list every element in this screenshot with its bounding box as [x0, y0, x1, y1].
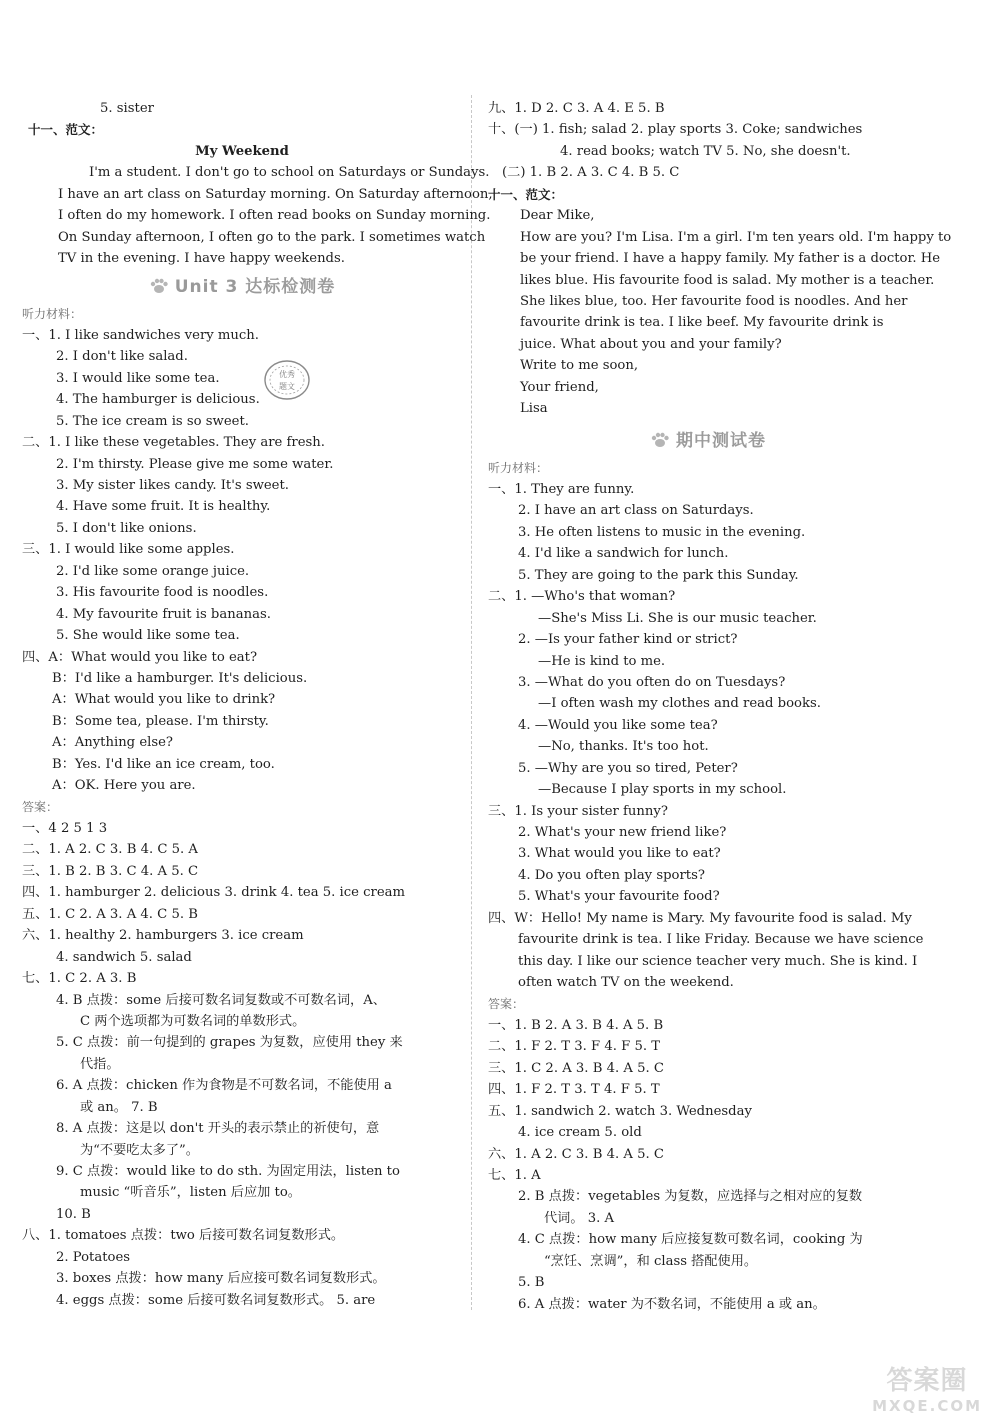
text-line: 5. She would like some tea. — [56, 628, 240, 644]
letter-line: Lisa — [520, 401, 548, 417]
right-listening-and-answers — [488, 458, 928, 1316]
answer-line: 二、1. —Who's that woman? — [488, 589, 676, 605]
paw-icon — [650, 432, 670, 448]
essay-line: I have an art class on Saturday morning. On Saturday afternoon, — [58, 186, 493, 202]
dialogue-line: B：Some tea, please. I'm thirsty. — [52, 713, 269, 729]
explanation-line: music “听音乐”，listen 后应加 to。 — [80, 1185, 301, 1201]
right-answers-and-letter — [488, 98, 952, 420]
text-line: 3. What would you like to eat? — [518, 846, 721, 862]
explanation-line: 代词。 3. A — [544, 1210, 615, 1226]
text-line: 5. B — [518, 1275, 545, 1291]
section-heading: 十一、范文： — [488, 186, 564, 202]
text-line: 4. C 点拨：how many 后应接复数可数名词，cooking 为 — [518, 1232, 863, 1248]
right-column — [488, 98, 952, 1315]
answer-line: 七、1. C 2. A 3. B — [22, 971, 137, 987]
text-line: 2. I have an art class on Saturdays. — [518, 503, 754, 519]
text-line: 3. boxes 点拨：how many 后应接可数名词复数形式。 — [56, 1271, 386, 1287]
dialogue-line: A：What would you like to drink? — [52, 692, 276, 708]
text-line: 3. His favourite food is noodles. — [56, 585, 269, 601]
section-label: 听力材料： — [22, 306, 83, 321]
watermark-main: 答案圈 — [886, 1366, 968, 1396]
explanation-line: “烹饪、烹调”，和 class 搭配使用。 — [544, 1253, 758, 1269]
letter-line: How are you? I'm Lisa. I'm a girl. I'm ten years old. I'm happy to — [520, 229, 952, 245]
dialogue-line: —She's Miss Li. She is our music teacher. — [538, 610, 817, 626]
answer-line: 二、1. F 2. T 3. F 4. F 5. T — [488, 1039, 661, 1055]
left-listening-and-answers — [22, 304, 462, 1312]
answer-line: 三、1. I would like some apples. — [22, 542, 235, 558]
essay-line: I often do my homework. I often read books on Sunday morning. — [58, 208, 491, 224]
text-line: 5. I don't like onions. — [56, 520, 197, 536]
answer-line: 七、1. A — [488, 1168, 541, 1183]
letter-line: Write to me soon, — [520, 358, 639, 374]
midterm-title: 期中测试卷 — [676, 430, 766, 451]
answer-line: 四、1. F 2. T 3. T 4. F 5. T — [488, 1082, 660, 1098]
text-line: favourite drink is tea. I like Friday. Because we have science — [518, 932, 924, 948]
text-line: 2. I'd like some orange juice. — [56, 563, 250, 579]
dialogue-line: A：OK. Here you are. — [52, 778, 196, 794]
text-line: 4. Have some fruit. It is healthy. — [56, 499, 271, 515]
text-line: 10. B — [56, 1206, 91, 1222]
dialogue-line: —He is kind to me. — [538, 653, 666, 669]
answer-line: 四、W：Hello! My name is Mary. My favourite food is salad. My — [488, 910, 912, 926]
text-line: 3. I would like some tea. — [56, 370, 220, 386]
dialogue-line: B：I'd like a hamburger. It's delicious. — [52, 670, 308, 686]
answer-line: 九、1. D 2. C 3. A 4. E 5. B — [488, 101, 665, 116]
letter-line: Dear Mike, — [520, 208, 595, 224]
unit-title: Unit 3 达标检测卷 — [174, 276, 336, 297]
explanation-line: 或 an。 7. B — [80, 1099, 158, 1115]
letter-line: juice. What about you and your family? — [520, 336, 782, 352]
answer-line: 六、1. A 2. C 3. B 4. A 5. C — [488, 1146, 664, 1162]
answer-line: 四、1. hamburger 2. delicious 3. drink 4. tea 5. ice cream — [22, 885, 406, 901]
watermark — [872, 1360, 982, 1415]
section-heading: 十一、范文： — [28, 122, 104, 138]
left-column — [22, 98, 493, 1311]
answer-line: 十、(一) 1. fish; salad 2. play sports 3. Coke; sandwiches — [488, 122, 863, 138]
text-line: 6. A 点拨：chicken 作为食物是不可数名词，不能使用 a — [56, 1078, 392, 1094]
answer-line: 一、1. I like sandwiches very much. — [22, 327, 259, 343]
letter-line: be your friend. I have a happy family. My father is a doctor. He — [520, 251, 941, 267]
column-divider — [471, 95, 472, 1310]
text-line: (二) 1. B 2. A 3. C 4. B 5. C — [502, 165, 680, 181]
text-line: 4. —Would you like some tea? — [518, 717, 718, 733]
letter-line: Your friend, — [520, 379, 599, 395]
explanation-line: C 两个选项都为可数名词的单数形式。 — [80, 1013, 306, 1029]
section-label: 答案： — [488, 996, 525, 1011]
answer-line: 五、1. sandwich 2. watch 3. Wednesday — [488, 1103, 752, 1119]
text-line: 2. B 点拨：vegetables 为复数，应选择与之相对应的复数 — [518, 1189, 863, 1205]
paw-icon — [149, 278, 169, 294]
text-line: 2. What's your new friend like? — [518, 825, 727, 840]
essay-line: I'm a student. I don't go to school on Saturdays or Sundays. — [89, 165, 490, 181]
letter-line: She likes blue, too. Her favourite food is noodles. And her — [520, 293, 908, 309]
text-line: 4. eggs 点拨：some 后接可数名词复数形式。 5. are — [56, 1292, 376, 1308]
text-line: 3. He often listens to music in the evening. — [518, 524, 806, 540]
answer-line: 一、4 2 5 1 3 — [22, 821, 108, 836]
section-label: 答案： — [22, 799, 59, 814]
answer-line: 五、1. C 2. A 3. A 4. C 5. B — [22, 906, 198, 922]
explanation-line: 为“不要吃太多了”。 — [80, 1142, 199, 1158]
text-line: 4. The hamburger is delicious. — [56, 392, 260, 408]
section-label: 听力材料： — [488, 460, 549, 475]
essay-line: On Sunday afternoon, I often go to the park. I sometimes watch — [58, 229, 486, 245]
letter-line: likes blue. His favourite food is salad. My mother is a teacher. — [520, 272, 935, 288]
text-line: 3. My sister likes candy. It's sweet. — [56, 478, 289, 493]
answer-line: 一、1. They are funny. — [488, 482, 635, 497]
midterm-heading — [488, 424, 928, 458]
text-line: 4. My favourite fruit is bananas. — [56, 606, 271, 622]
dialogue-line: —Because I play sports in my school. — [538, 782, 787, 798]
text-line: 5. sister — [100, 101, 154, 116]
text-line: often watch TV on the weekend. — [518, 975, 734, 991]
seal-stamp-icon — [262, 358, 312, 402]
answer-line: 八、1. tomatoes 点拨：two 后接可数名词复数形式。 — [22, 1228, 345, 1244]
text-line: 4. read books; watch TV 5. No, she doesn't. — [560, 143, 851, 159]
essay-title: My Weekend — [195, 143, 289, 159]
text-line: 2. I'm thirsty. Please give me some water. — [56, 456, 334, 472]
answer-line: 三、1. Is your sister funny? — [488, 803, 668, 819]
text-line: 4. Do you often play sports? — [518, 867, 705, 883]
text-line: 4. I'd like a sandwich for lunch. — [518, 546, 729, 562]
text-line: 5. They are going to the park this Sunday. — [518, 567, 799, 583]
text-line: 6. A 点拨：water 为不数名词，不能使用 a 或 an。 — [518, 1296, 826, 1312]
text-line: 5. —Why are you so tired, Peter? — [518, 760, 738, 776]
text-line: 2. I don't like salad. — [56, 349, 188, 365]
text-line: 4. ice cream 5. old — [518, 1125, 642, 1141]
text-line: 9. C 点拨：would like to do sth. 为固定用法，listen to — [56, 1164, 400, 1179]
text-line: this day. I like our science teacher very much. She is kind. I — [518, 953, 918, 969]
answer-line: 二、1. I like these vegetables. They are fresh. — [22, 435, 325, 451]
text-line: 4. B 点拨：some 后接可数名词复数或不可数名词，A、 — [56, 992, 386, 1008]
svg-text:题文: 题文 — [279, 382, 295, 391]
text-line: 2. Potatoes — [56, 1249, 131, 1265]
answer-line: 三、1. C 2. A 3. B 4. A 5. C — [488, 1060, 664, 1076]
explanation-line: 代指。 — [80, 1056, 120, 1072]
dialogue-line: A：Anything else? — [52, 735, 173, 751]
answer-line: 二、1. A 2. C 3. B 4. C 5. A — [22, 842, 198, 858]
dialogue-line: —No, thanks. It's too hot. — [538, 739, 709, 755]
text-line: 3. —What do you often do on Tuesdays? — [518, 674, 786, 690]
text-line: 5. The ice cream is so sweet. — [56, 413, 249, 429]
dialogue-line: —I often wash my clothes and read books. — [538, 696, 821, 712]
essay-line: TV in the evening. I have happy weekends. — [58, 251, 345, 267]
unit-heading — [22, 270, 462, 304]
answer-line: 三、1. B 2. B 3. C 4. A 5. C — [22, 863, 199, 879]
text-line: 5. What's your favourite food? — [518, 889, 720, 905]
dialogue-line: B：Yes. I'd like an ice cream, too. — [52, 756, 275, 772]
answer-line: 一、1. B 2. A 3. B 4. A 5. B — [488, 1017, 664, 1033]
text-line: 4. sandwich 5. salad — [56, 949, 192, 965]
text-line: 5. C 点拨：前一句提到的 grapes 为复数，应使用 they 来 — [56, 1035, 403, 1051]
svg-text:优秀: 优秀 — [279, 370, 295, 379]
text-line: 2. —Is your father kind or strict? — [518, 632, 738, 648]
watermark-sub: MXQE.COM — [872, 1397, 982, 1415]
text-line: 8. A 点拨：这是以 don't 开头的表示禁止的祈使句，意 — [56, 1121, 380, 1137]
letter-line: favourite drink is tea. I like beef. My favourite drink is — [520, 315, 884, 331]
answer-line: 四、A：What would you like to eat? — [22, 649, 258, 665]
answer-line: 六、1. healthy 2. hamburgers 3. ice cream — [22, 928, 304, 944]
